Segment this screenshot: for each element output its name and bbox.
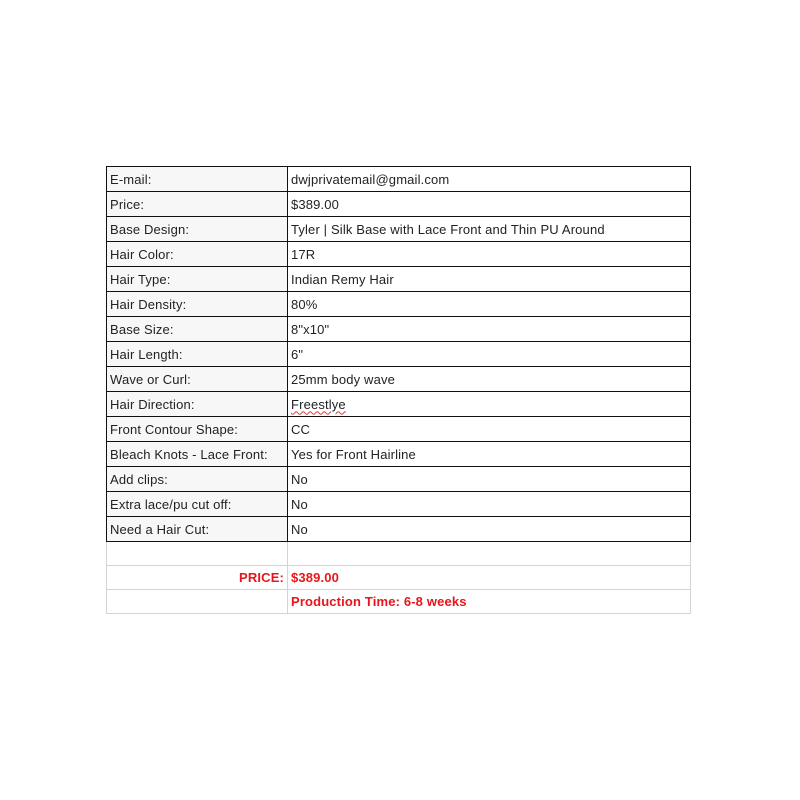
table-row bbox=[107, 242, 691, 267]
table-row bbox=[107, 192, 691, 217]
empty-row bbox=[107, 542, 691, 566]
row-label: Hair Type: bbox=[107, 267, 288, 292]
price-row bbox=[107, 566, 691, 590]
row-value: Tyler | Silk Base with Lace Front and Thin PU Around bbox=[288, 217, 691, 242]
price-value: $389.00 bbox=[288, 566, 691, 590]
row-label: Price: bbox=[107, 192, 288, 217]
table-row bbox=[107, 292, 691, 317]
table-row bbox=[107, 467, 691, 492]
order-details-table bbox=[106, 166, 691, 614]
row-value: No bbox=[288, 467, 691, 492]
row-value: CC bbox=[288, 417, 691, 442]
price-label: PRICE: bbox=[107, 566, 288, 590]
row-value: $389.00 bbox=[288, 192, 691, 217]
table-row bbox=[107, 417, 691, 442]
table-row bbox=[107, 492, 691, 517]
row-label: Need a Hair Cut: bbox=[107, 517, 288, 542]
row-label: Hair Density: bbox=[107, 292, 288, 317]
row-label: Hair Length: bbox=[107, 342, 288, 367]
table-row bbox=[107, 267, 691, 292]
row-label: Bleach Knots - Lace Front: bbox=[107, 442, 288, 467]
misspelled-value: Freestlye bbox=[291, 396, 346, 412]
row-value: No bbox=[288, 492, 691, 517]
row-label: Wave or Curl: bbox=[107, 367, 288, 392]
row-value: 17R bbox=[288, 242, 691, 267]
table-row bbox=[107, 217, 691, 242]
row-label: Hair Color: bbox=[107, 242, 288, 267]
row-label: Base Size: bbox=[107, 317, 288, 342]
row-label: Base Design: bbox=[107, 217, 288, 242]
row-value: Indian Remy Hair bbox=[288, 267, 691, 292]
table-row bbox=[107, 167, 691, 192]
row-value: 25mm body wave bbox=[288, 367, 691, 392]
row-label: E-mail: bbox=[107, 167, 288, 192]
row-value bbox=[288, 392, 691, 417]
table-row bbox=[107, 392, 691, 417]
row-value: 6" bbox=[288, 342, 691, 367]
table-row bbox=[107, 442, 691, 467]
table-row bbox=[107, 317, 691, 342]
empty-cell bbox=[107, 590, 288, 614]
empty-cell bbox=[288, 542, 691, 566]
row-value: 80% bbox=[288, 292, 691, 317]
empty-cell bbox=[107, 542, 288, 566]
row-value: No bbox=[288, 517, 691, 542]
row-label: Extra lace/pu cut off: bbox=[107, 492, 288, 517]
production-row bbox=[107, 590, 691, 614]
row-label: Front Contour Shape: bbox=[107, 417, 288, 442]
row-value: 8"x10" bbox=[288, 317, 691, 342]
row-label: Hair Direction: bbox=[107, 392, 288, 417]
row-value: dwjprivatemail@gmail.com bbox=[288, 167, 691, 192]
table-row bbox=[107, 367, 691, 392]
row-label: Add clips: bbox=[107, 467, 288, 492]
row-value: Yes for Front Hairline bbox=[288, 442, 691, 467]
production-time: Production Time: 6-8 weeks bbox=[288, 590, 691, 614]
table-row bbox=[107, 342, 691, 367]
table-row bbox=[107, 517, 691, 542]
